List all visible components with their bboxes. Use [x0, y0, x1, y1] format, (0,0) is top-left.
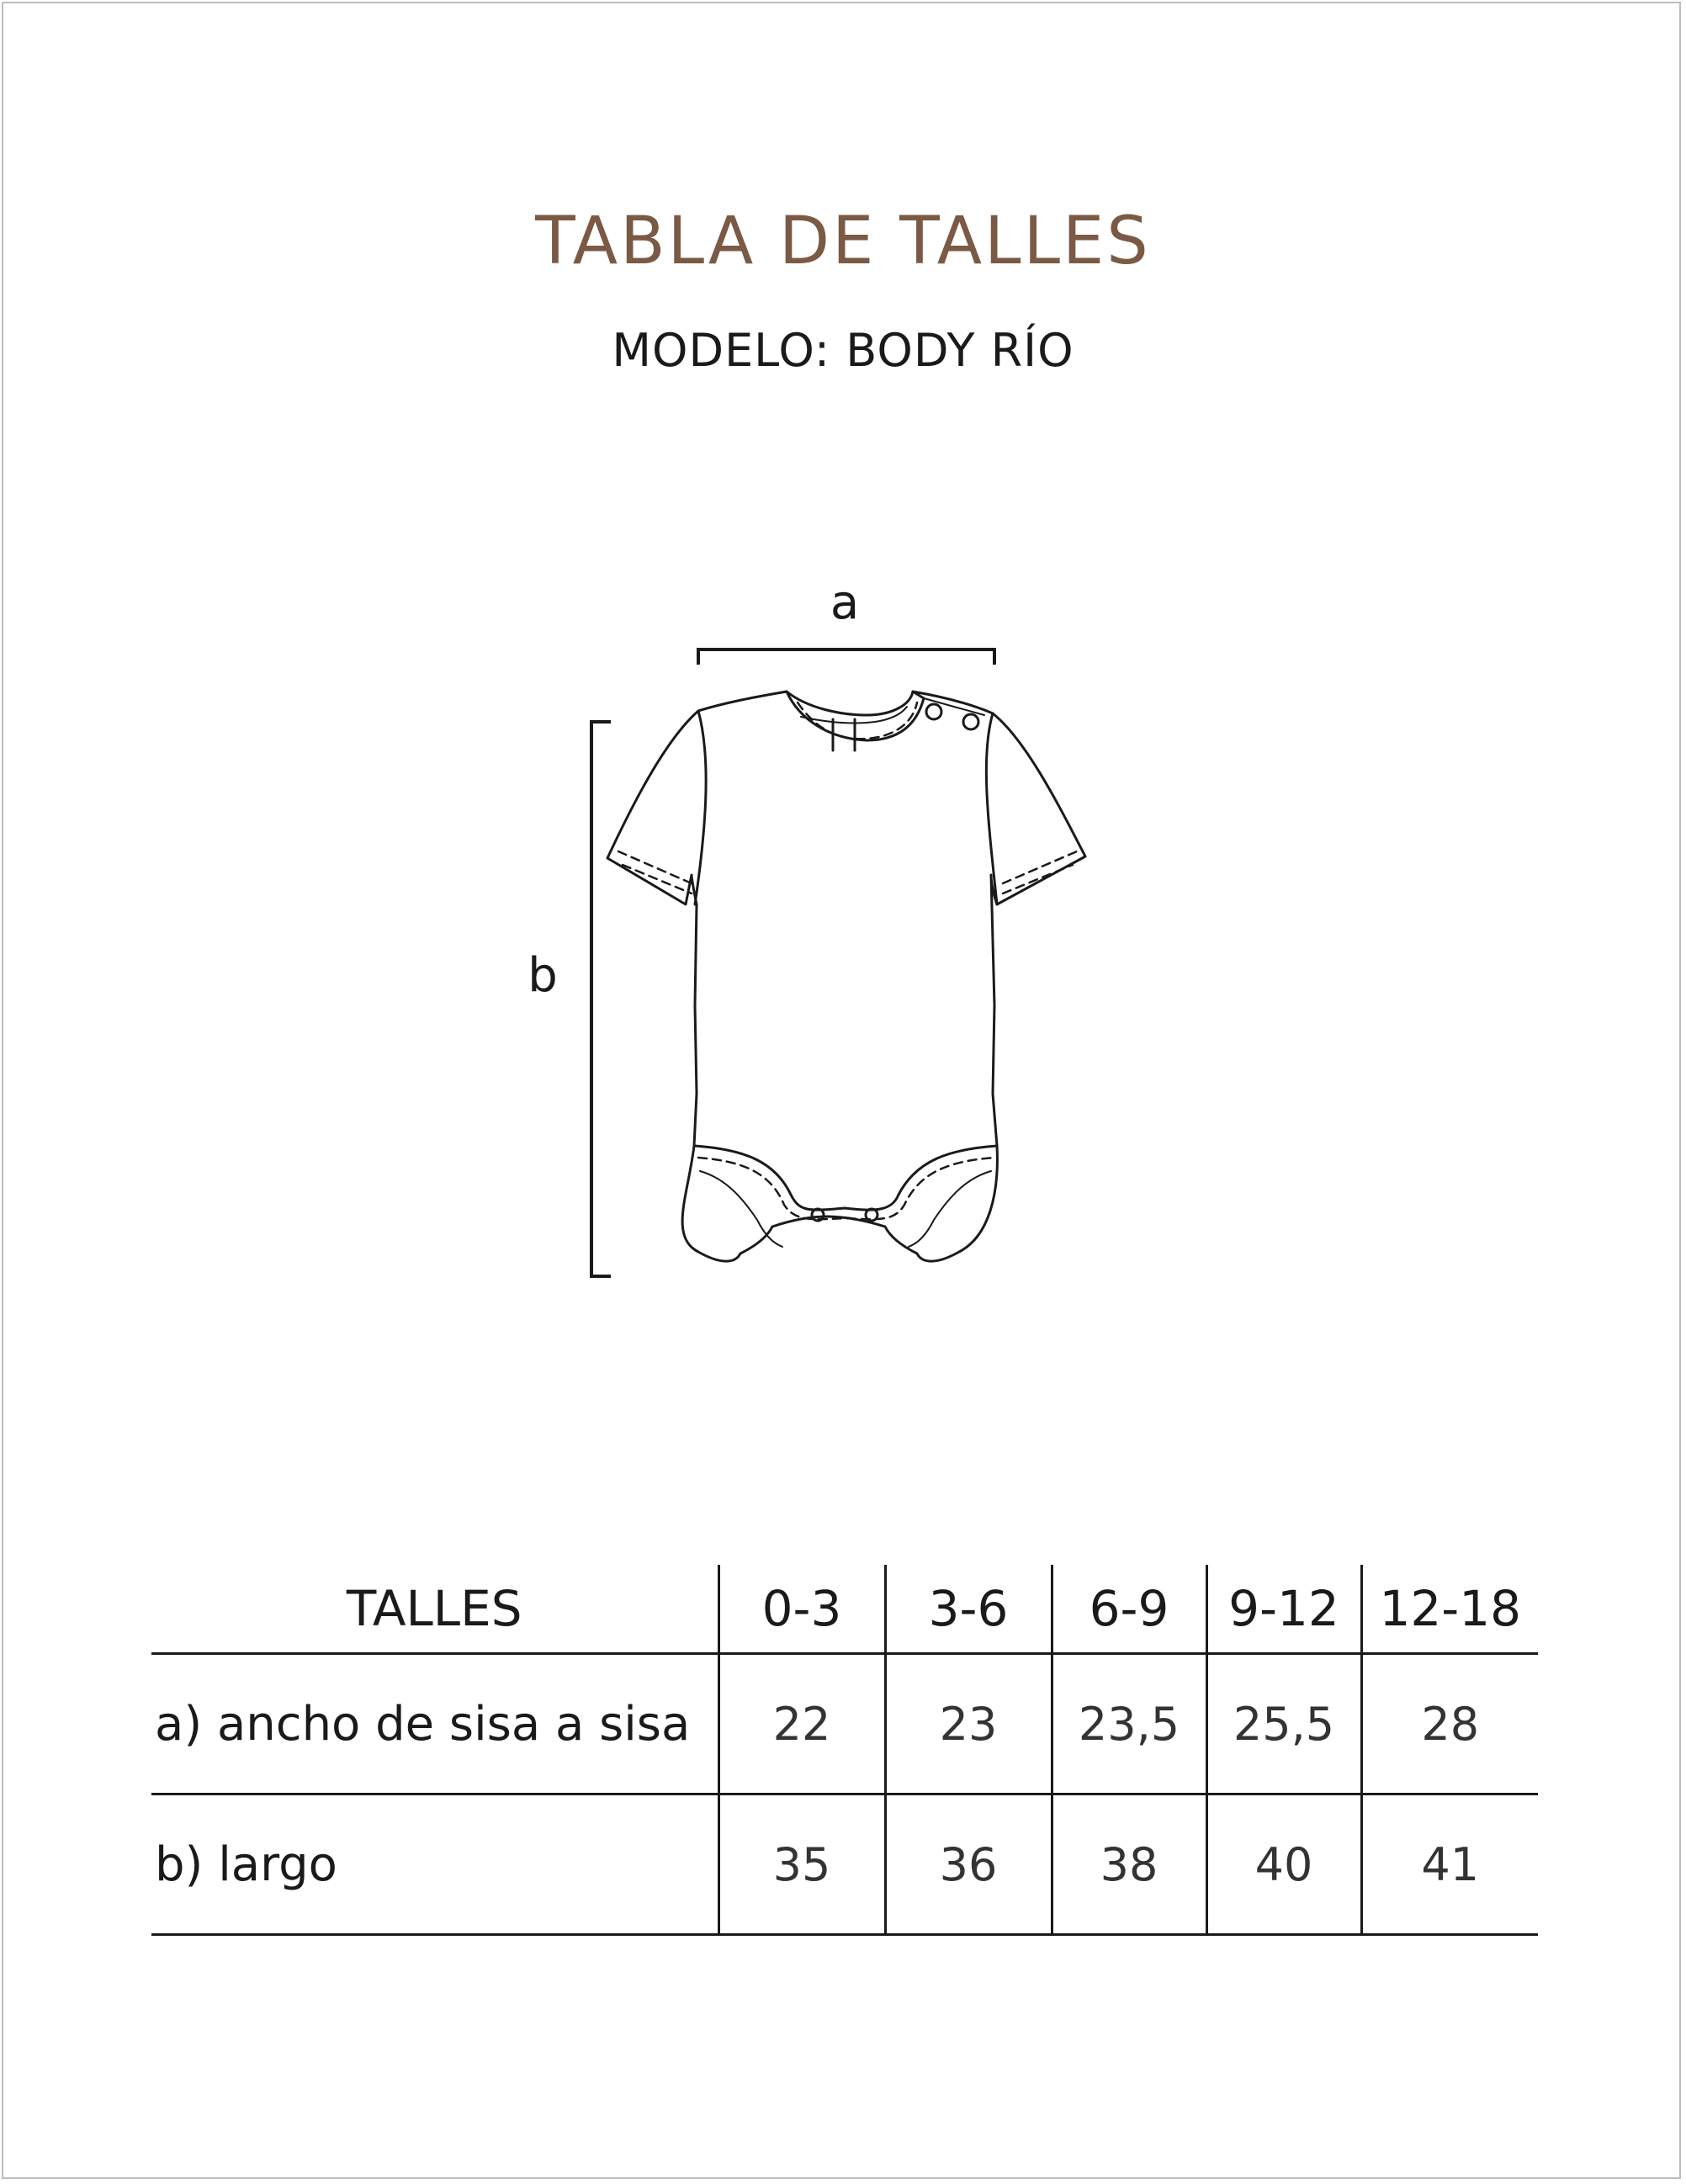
- measurement-cell: 41: [1361, 1794, 1538, 1935]
- bodysuit-illustration: [607, 692, 1085, 1261]
- size-header: 3-6: [885, 1565, 1052, 1654]
- measurement-cell: 40: [1206, 1794, 1361, 1935]
- measurement-cell: 38: [1052, 1794, 1206, 1935]
- model-subtitle: MODELO: BODY RÍO: [612, 324, 1074, 377]
- measurement-cell: 23,5: [1052, 1654, 1206, 1794]
- talles-header: TALLES: [151, 1565, 718, 1654]
- row-label: a) ancho de sisa a sisa: [151, 1654, 718, 1794]
- size-table-header-row: [151, 1565, 1538, 1654]
- measurement-cell: 35: [718, 1794, 885, 1935]
- measurement-cell: 28: [1361, 1654, 1538, 1794]
- table-row: [151, 1654, 1538, 1794]
- size-table: [151, 1565, 1538, 1936]
- page-title: TABLA DE TALLES: [535, 204, 1151, 279]
- measurement-cell: 36: [885, 1794, 1052, 1935]
- dimension-a-label: a: [830, 575, 860, 630]
- measurement-cell: 25,5: [1206, 1654, 1361, 1794]
- size-header: 9-12: [1206, 1565, 1361, 1654]
- dimension-a-bracket: [698, 649, 994, 665]
- size-header: 6-9: [1052, 1565, 1206, 1654]
- size-header: 12-18: [1361, 1565, 1538, 1654]
- dimension-b-bracket: [591, 722, 611, 1276]
- table-row: [151, 1794, 1538, 1935]
- row-label: b) largo: [151, 1794, 718, 1935]
- measurement-cell: 22: [718, 1654, 885, 1794]
- dimension-b-label: b: [528, 948, 558, 1003]
- size-header: 0-3: [718, 1565, 885, 1654]
- measurement-cell: 23: [885, 1654, 1052, 1794]
